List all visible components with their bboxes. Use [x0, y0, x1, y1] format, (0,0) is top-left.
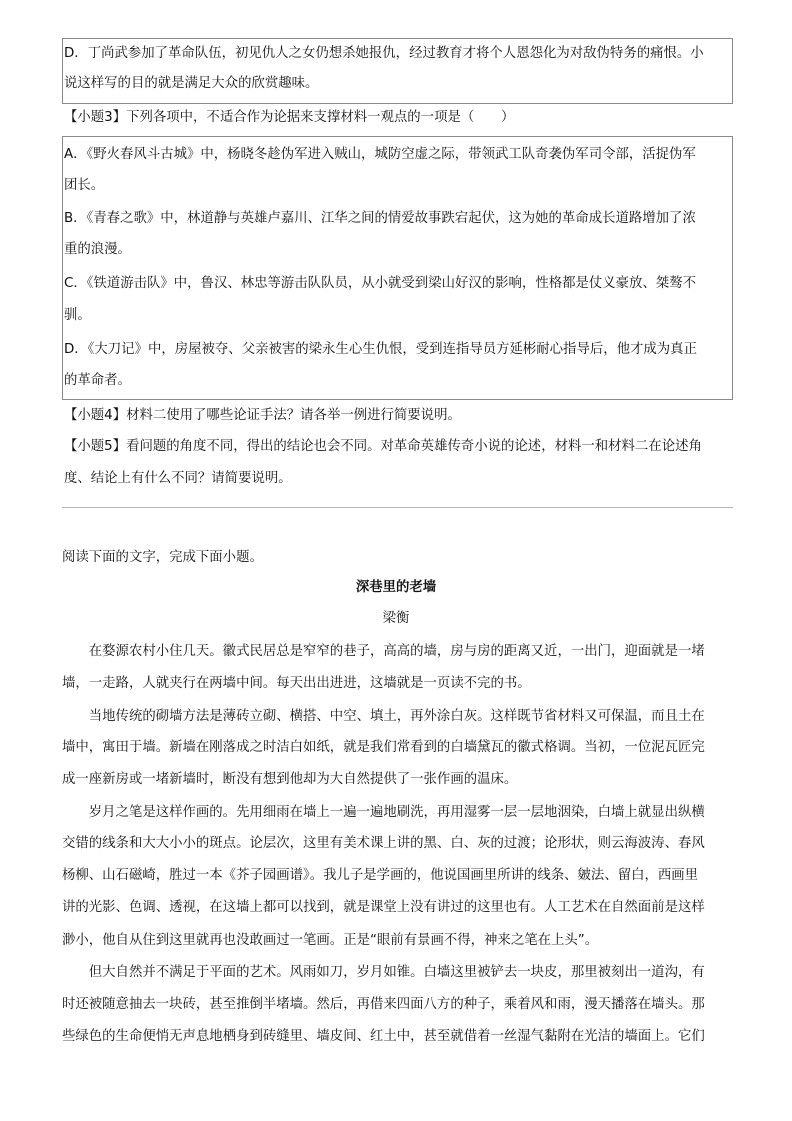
question-5-line-1: 【小题5】看问题的角度不同，得出的结论也会不同。对革命英雄传奇小说的论述，材料一和材料二在论述角: [64, 439, 702, 454]
option-d2-line-2: 的革命者。: [64, 373, 131, 388]
passage-line: 岁月之笔是这样作画的。先用细雨在墙上一遍一遍地刷洗，再用湿雾一层一层地洇染，白墙上就显出纵横: [62, 805, 705, 820]
passage-line: 讲的光影、色调、透视，在这墙上都可以找到，就是课堂上没有讲过的这里也有。人工艺术在自然面前是这样: [62, 900, 705, 915]
option-d-line-2: 说这样写的目的就是满足大众的欣赏趣味。: [64, 76, 319, 91]
passage-line: 渺小，他自从住到这里就再也没敢画过一笔画。正是“眼前有景画不得，神来之笔在上头”。: [62, 933, 599, 948]
passage-line: 墙中，寓田于墙。新墙在刚落成之时洁白如纸，就是我们常看到的白墙黛瓦的徽式格调。当初，一位泥瓦匠完: [62, 740, 705, 755]
option-b-line-1: B．《青春之歌》中，林道静与英雄卢嘉川、江华之间的情爱故事跌宕起伏，这为她的革命成长道路增加了浓: [64, 211, 696, 226]
passage-line: 成一座新房或一堵新墙时，断没有想到他却为大自然提供了一张作画的温床。: [62, 772, 518, 787]
section-divider: [62, 507, 733, 508]
option-d-line-1: D．丁尚武参加了革命队伍，初见仇人之女仍想杀她报仇，经过教育才将个人恩怨化为对敌伪特务的痛恨。小: [64, 46, 704, 61]
question-3-options-box: [62, 136, 733, 400]
passage-line: 杨柳、山石磁崎，胜过一本《芥子园画谱》。我儿子是学画的，他说国画里所讲的线条、皴法、留白，西画里: [62, 868, 699, 883]
option-d2-line-1: D．《大刀记》中，房屋被夺、父亲被害的梁永生心生仇恨，受到连指导员方延彬耐心指导后，他才成为真正: [64, 342, 697, 357]
passage-line: 些绿色的生命便悄无声息地栖身到砖缝里、墙皮间、红土中，甚至就借着一丝湿气黏附在光洁的墙面上。它们: [62, 1029, 705, 1044]
option-a-line-1: A．《野火春风斗古城》中，杨晓冬趁伪军进入贼山，城防空虚之际，带领武工队奇袭伪军司令部，活捉伪军: [64, 147, 696, 162]
option-c-line-1: C．《铁道游击队》中，鲁汉、林忠等游击队队员，从小就受到梁山好汉的影响，性格都是仗义豪放、桀骜不: [64, 276, 697, 291]
passage-line: 但大自然并不满足于平面的艺术。风雨如刀，岁月如锥。白墙这里被铲去一块皮，那里被刻出一道沟，有: [62, 965, 705, 980]
passage-line: 在婺源农村小住几天。徽式民居总是窄窄的巷子，高高的墙，房与房的距离又近，一出门，迎面就是一堵: [62, 644, 705, 659]
passage-title: 深巷里的老墙: [355, 580, 437, 595]
option-b-line-2: 重的浪漫。: [64, 242, 131, 257]
passage-line: 时还被随意抽去一块砖，甚至推倒半堵墙。然后，再借来四面八方的种子，乘着风和雨，漫天播落在墙头。那: [62, 997, 705, 1012]
passage-line: 当地传统的砌墙方法是薄砖立砌、横搭、中空、填土，再外涂白灰。这样既节省材料又可保温，而且土在: [62, 709, 705, 724]
question-4: 【小题4】材料二使用了哪些论证手法？请各举一例进行简要说明。: [64, 408, 461, 423]
option-a-line-2: 团长。: [64, 178, 105, 193]
option-c-line-2: 驯。: [64, 308, 91, 323]
question-5-line-2: 度、结论上有什么不同？请简要说明。: [64, 471, 292, 486]
passage-line: 墙，一走路，人就夹行在两墙中间。每天出出进进，这墙就是一页读不完的书。: [62, 676, 531, 691]
passage-line: 交错的线条和大大小小的斑点。论层次，这里有美术课上讲的黑、白、灰的过渡；论形状，则云海波涛、春风: [62, 836, 705, 851]
reading-instruction: 阅读下面的文字，完成下面小题。: [62, 550, 263, 565]
question-3: 【小题3】下列各项中，不适合作为论据来支撑材料一观点的一项是（ ）: [64, 110, 515, 125]
passage-author: 梁衡: [382, 611, 410, 626]
